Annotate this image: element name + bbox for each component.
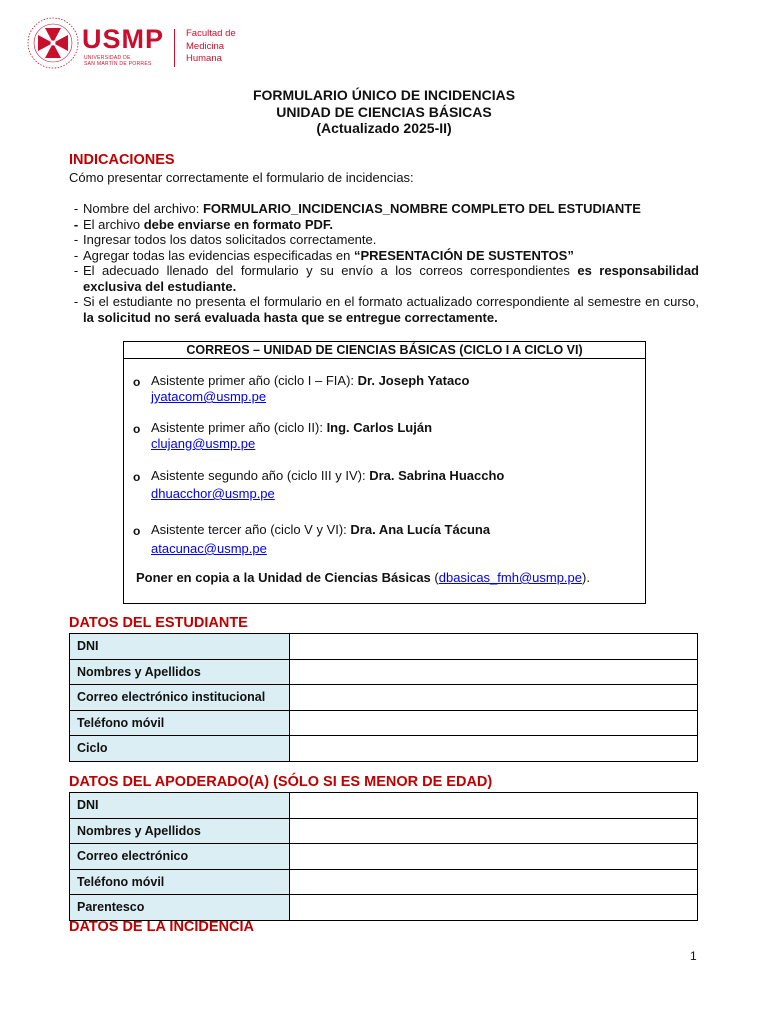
list-item: - El archivo debe enviarse en formato PDF.: [73, 216, 333, 232]
table-row: [70, 685, 698, 711]
correos-box: CORREOS – UNIDAD DE CIENCIAS BÁSICAS (CICLO I A CICLO VI) o Asistente primer año (ciclo I – FIA): Dr. Joseph Yataco jyatacom@usmp.pe o Asistente primer año (ciclo II): Ing. Carlos Luján clujang@usmp.pe o Asistente segundo año (ciclo III y IV): Dra. Sabrina Huaccho dhuacchor@usmp.pe o Asistente tercer año (ciclo V y VI): Dra. Ana Lucía Tácuna atacunac@usmp.pe Poner en copia a la Unidad de Ciencias Básicas (dbasicas_fmh@usmp.pe).: [123, 341, 646, 604]
apoderado-heading: DATOS DEL APODERADO(A) (SÓLO SI ES MENOR DE EDAD): [69, 774, 493, 790]
list-item: - Nombre del archivo: FORMULARIO_INCIDENCIAS_NOMBRE COMPLETO DEL ESTUDIANTE: [73, 201, 641, 216]
table-row: [70, 895, 698, 921]
table-row: [70, 659, 698, 685]
field-input[interactable]: [290, 844, 698, 870]
cc-note: Poner en copia a la Unidad de Ciencias Básicas (dbasicas_fmh@usmp.pe).: [136, 570, 590, 585]
table-row: [70, 710, 698, 736]
table-row: [70, 818, 698, 844]
field-label: Correo electrónico institucional: [70, 685, 290, 711]
usmp-logo-icon: [26, 16, 80, 70]
field-input[interactable]: [290, 869, 698, 895]
field-input[interactable]: [290, 710, 698, 736]
estudiante-heading: DATOS DEL ESTUDIANTE: [69, 615, 248, 631]
header-divider: [174, 29, 175, 67]
email-link[interactable]: jyatacom@usmp.pe: [151, 389, 267, 404]
field-input[interactable]: [290, 634, 698, 660]
table-row: [70, 793, 698, 819]
indicaciones-list: [69, 201, 699, 325]
indicaciones-intro: Cómo presentar correctamente el formulario de incidencias:: [69, 170, 414, 185]
field-input[interactable]: [290, 685, 698, 711]
field-label: Ciclo: [70, 736, 290, 762]
field-input[interactable]: [290, 818, 698, 844]
field-label: Nombres y Apellidos: [70, 659, 290, 685]
email-link[interactable]: clujang@usmp.pe: [151, 436, 256, 451]
field-label: Nombres y Apellidos: [70, 818, 290, 844]
logo-subtitle: UNIVERSIDAD DE SAN MARTÍN DE PORRES: [84, 55, 152, 67]
bullet-icon: o: [133, 470, 141, 484]
field-input[interactable]: [290, 793, 698, 819]
bullet-icon: o: [133, 524, 141, 538]
list-item: - Agregar todas las evidencias especificadas en “PRESENTACIÓN DE SUSTENTOS”: [73, 247, 574, 263]
indicaciones-heading: INDICACIONES: [69, 152, 175, 168]
cc-email-link[interactable]: dbasicas_fmh@usmp.pe: [438, 570, 583, 585]
field-label: DNI: [70, 634, 290, 660]
faculty-name: Facultad de Medicina Humana: [186, 28, 236, 64]
incidencia-heading: DATOS DE LA INCIDENCIA: [69, 919, 255, 935]
page-number: 1: [690, 949, 697, 963]
list-item: - Si el estudiante no presenta el formulario en el formato actualizado correspondiente al semestre en curso, la solicitud no será evaluada hasta que se entregue correctamente.: [73, 294, 699, 325]
estudiante-table: [69, 633, 698, 762]
email-link[interactable]: dhuacchor@usmp.pe: [151, 486, 275, 501]
field-label: Parentesco: [70, 895, 290, 921]
field-input[interactable]: [290, 895, 698, 921]
table-row: [70, 736, 698, 762]
bullet-icon: o: [133, 375, 141, 389]
table-row: [70, 844, 698, 870]
list-item: - Ingresar todos los datos solicitados correctamente.: [73, 232, 377, 247]
field-label: Teléfono móvil: [70, 710, 290, 736]
apoderado-table: [69, 792, 698, 921]
email-link[interactable]: atacunac@usmp.pe: [151, 541, 267, 556]
list-item: - El adecuado llenado del formulario y su envío a los correos correspondientes es responsabilidad exclusiva del estudiante.: [73, 263, 699, 294]
field-input[interactable]: [290, 736, 698, 762]
table-row: [70, 634, 698, 660]
correos-heading: CORREOS – UNIDAD DE CIENCIAS BÁSICAS (CICLO I A CICLO VI): [124, 342, 645, 359]
logo-wordmark: USMP: [82, 24, 165, 54]
field-label: DNI: [70, 793, 290, 819]
table-row: [70, 869, 698, 895]
bullet-icon: o: [133, 422, 141, 436]
field-input[interactable]: [290, 659, 698, 685]
field-label: Correo electrónico: [70, 844, 290, 870]
document-title: FORMULARIO ÚNICO DE INCIDENCIAS UNIDAD DE CIENCIAS BÁSICAS (Actualizado 2025-II): [252, 87, 516, 136]
field-label: Teléfono móvil: [70, 869, 290, 895]
